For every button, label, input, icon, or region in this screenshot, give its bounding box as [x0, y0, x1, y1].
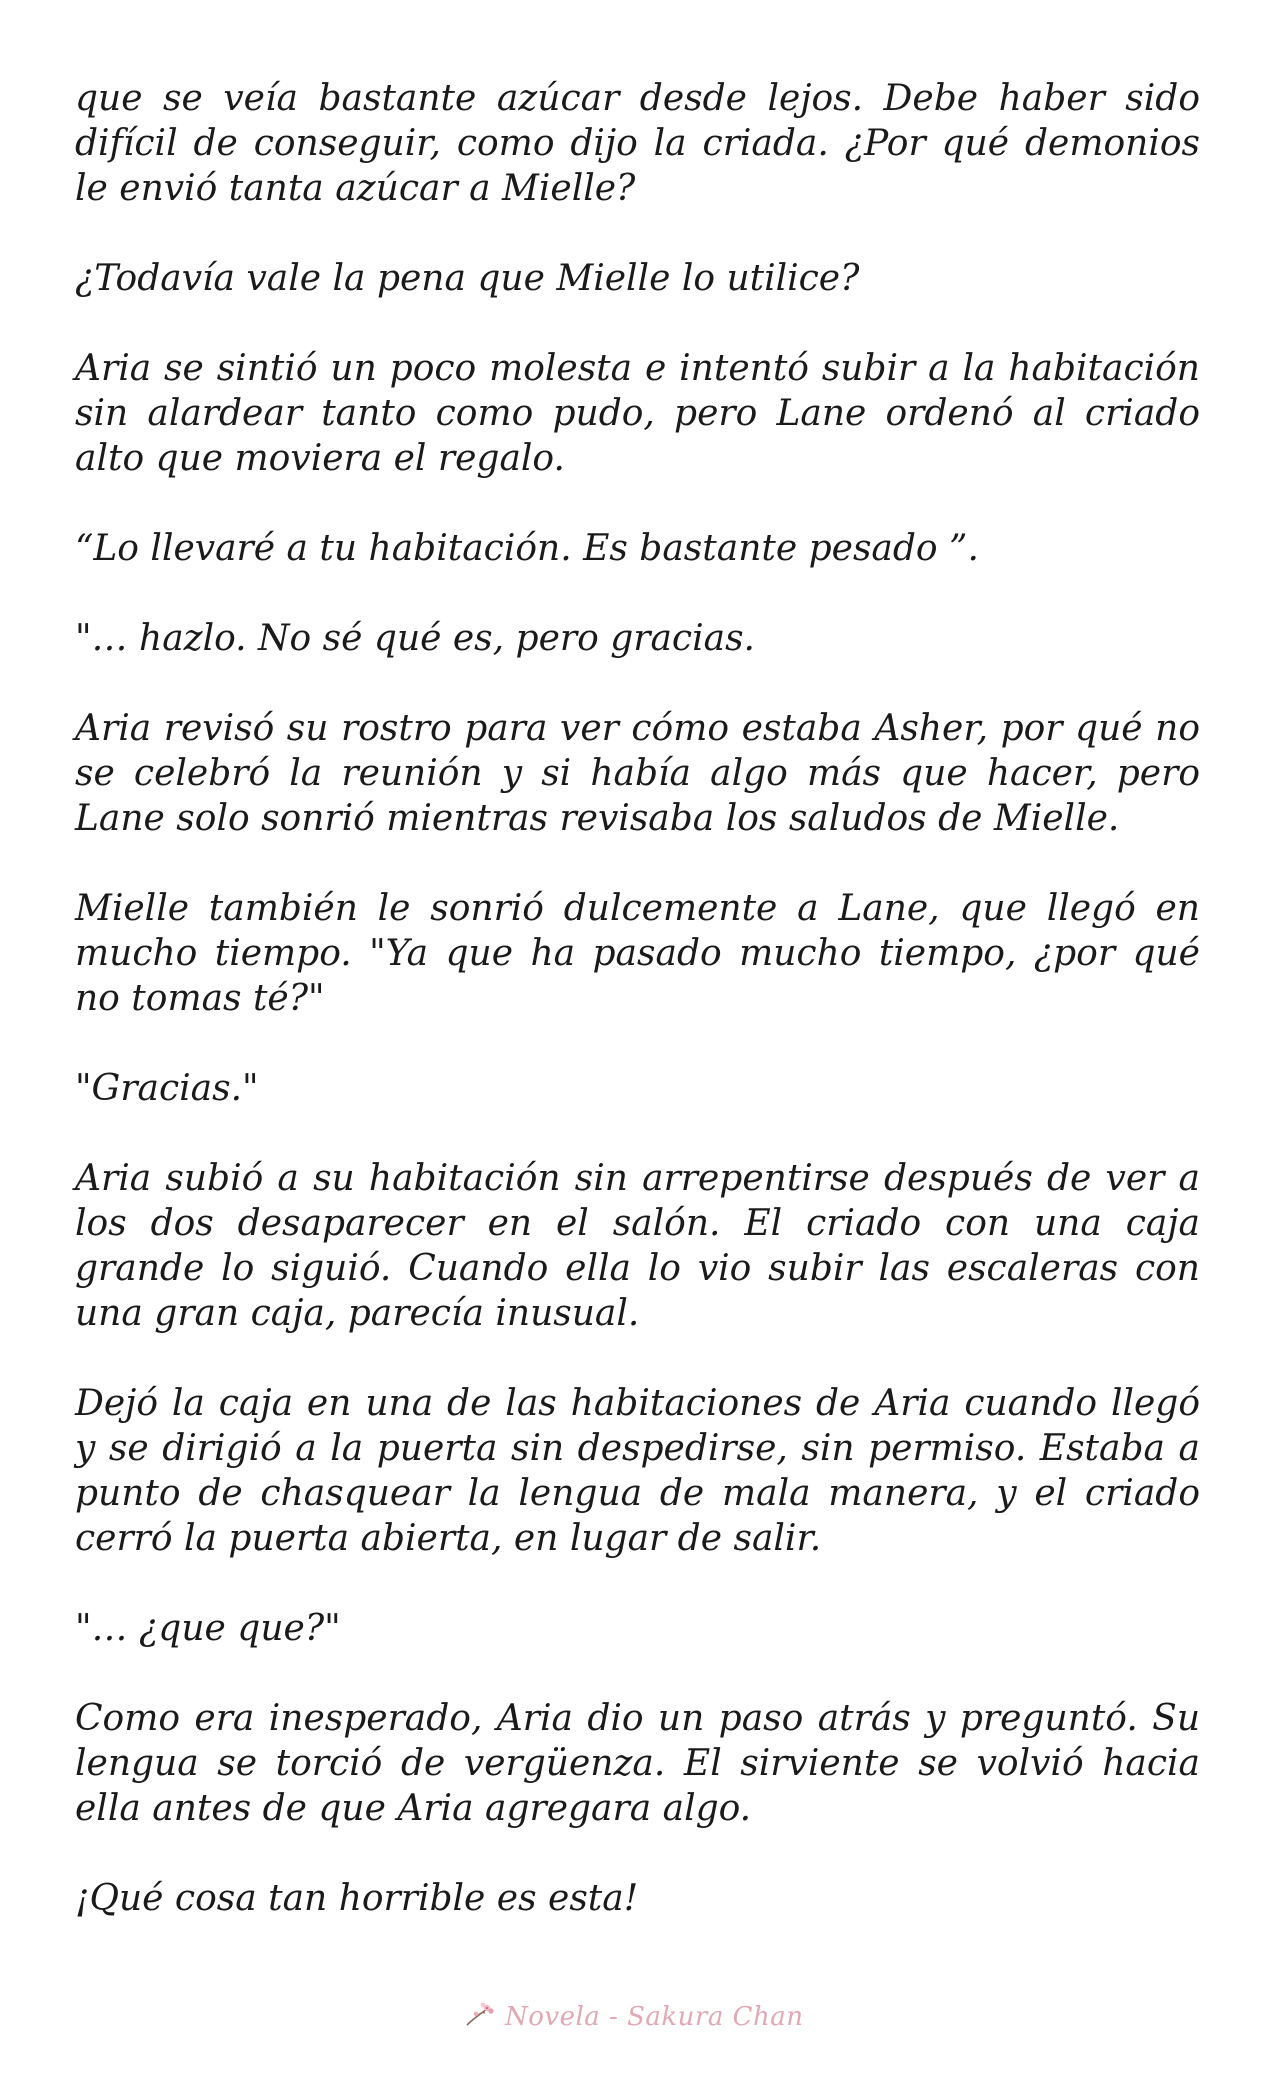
watermark-text: Novela - Sakura Chan: [505, 2002, 804, 2032]
paragraph-12: Como era inesperado, Aria dio un paso atrás y preguntó. Su lengua se torció de vergüenza. El sirviente se volvió hacia ella antes de que Aria agregara algo.: [75, 1698, 1200, 1829]
paragraph-1: que se veía bastante azúcar desde lejos. Debe haber sido difícil de conseguir, como dijo la criada. ¿Por qué demonios le envió tanta azúcar a Mielle?: [75, 78, 1200, 209]
cherry-blossom-icon: [463, 1999, 497, 2036]
paragraph-7: Mielle también le sonrió dulcemente a Lane, que llegó en mucho tiempo. "Ya que ha pasado mucho tiempo, ¿por qué no tomas té?": [75, 888, 1200, 1019]
paragraph-8: "Gracias.": [75, 1068, 259, 1109]
paragraph-10: Dejó la caja en una de las habitaciones de Aria cuando llegó y se dirigió a la puerta sin despedirse, sin permiso. Estaba a punto de chasquear la lengua de mala manera, y el criado cerró la puerta abierta, en lugar de salir.: [75, 1383, 1200, 1559]
paragraph-2: ¿Todavía vale la pena que Mielle lo utilice?: [75, 258, 860, 299]
document-body: [75, 76, 1200, 1921]
paragraph-3: Aria se sintió un poco molesta e intentó subir a la habitación sin alardear tanto como pudo, pero Lane ordenó al criado alto que moviera el regalo.: [75, 348, 1200, 479]
paragraph-13: ¡Qué cosa tan horrible es esta!: [75, 1878, 639, 1919]
paragraph-5: "… hazlo. No sé qué es, pero gracias.: [75, 618, 755, 659]
watermark: [463, 1997, 804, 2037]
paragraph-4: “Lo llevaré a tu habitación. Es bastante pesado ”.: [75, 528, 979, 569]
paragraph-11: "… ¿que que?": [75, 1608, 341, 1649]
paragraph-6: Aria revisó su rostro para ver cómo estaba Asher, por qué no se celebró la reunión y si había algo más que hacer, pero Lane solo sonrió mientras revisaba los saludos de Mielle.: [75, 708, 1200, 839]
paragraph-9: Aria subió a su habitación sin arrepentirse después de ver a los dos desaparecer en el salón. El criado con una caja grande lo siguió. Cuando ella lo vio subir las escaleras con una gran caja, parecía inusual.: [75, 1158, 1200, 1334]
